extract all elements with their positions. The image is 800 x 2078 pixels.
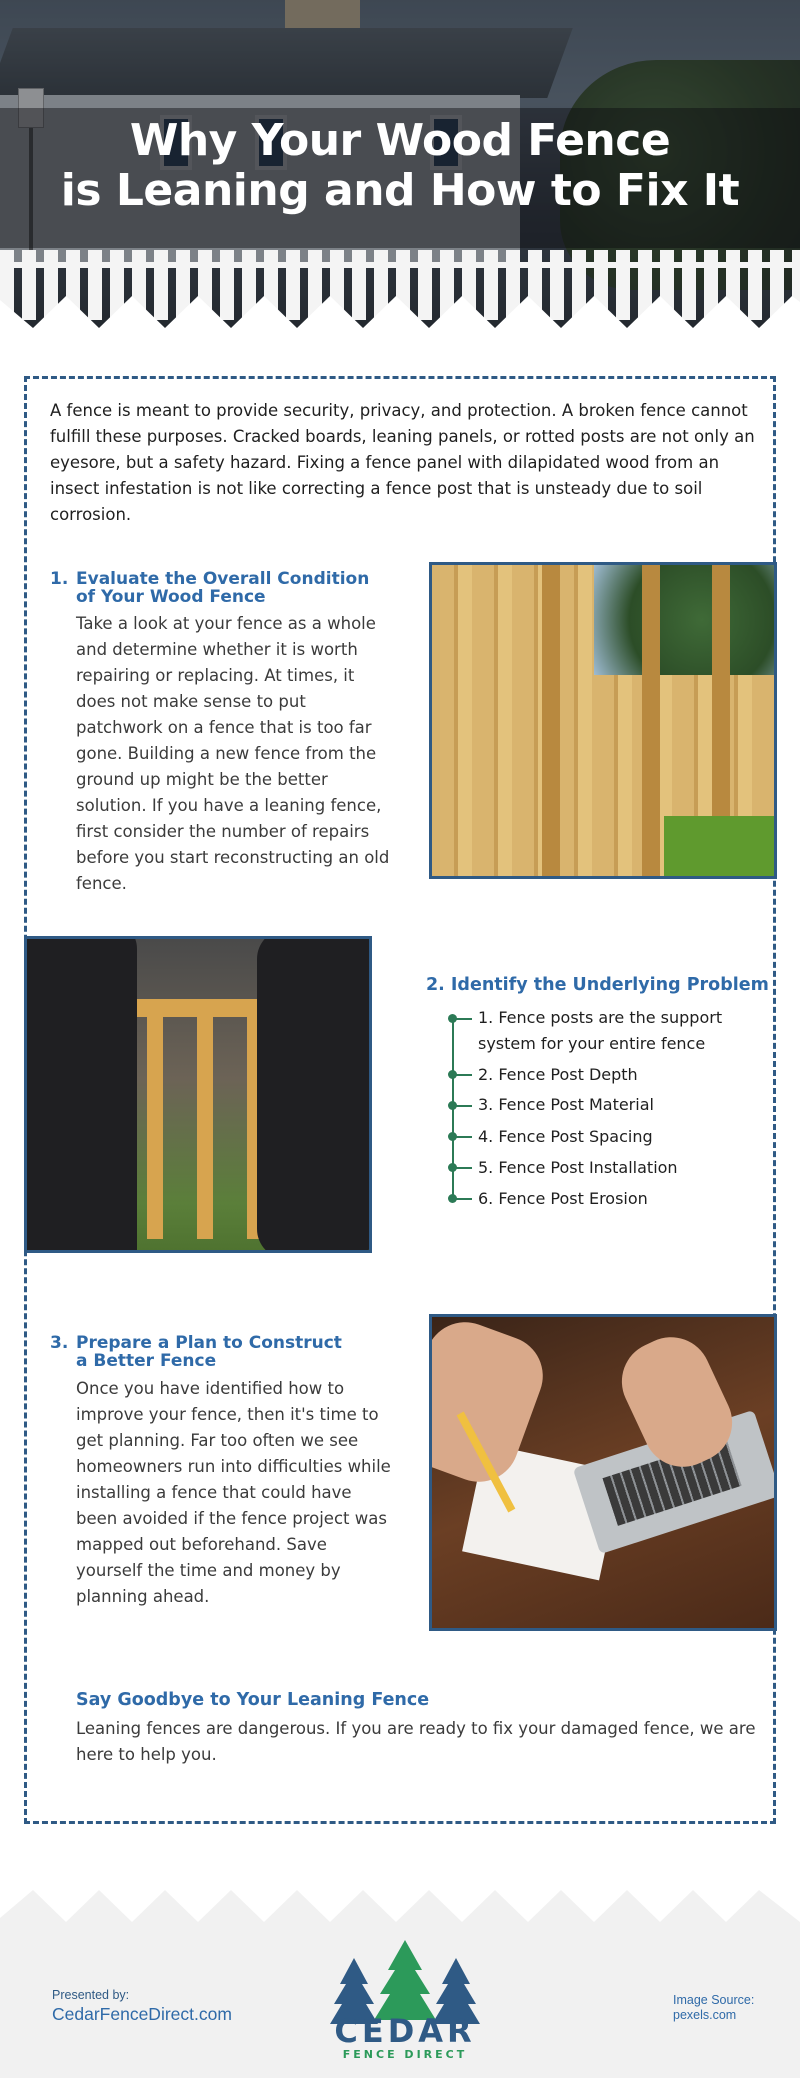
hero-banner: [0, 0, 800, 340]
fence-photo-trees: [594, 565, 774, 675]
step-1-number: 1.: [50, 569, 69, 589]
step-2-title-text: Identify the Underlying Problem: [450, 975, 769, 995]
timeline-item: 3. Fence Post Material: [478, 1095, 654, 1114]
step-3-body: Once you have identified how to improve your fence, then it's time to get planning. Far too often we see homeowners run into difficulties while installing a fence that could have been avoided if the fence project was mapped out beforehand. Save yourself the time and money by planning ahead.: [76, 1379, 391, 1606]
step-1-title-line2: of Your Wood Fence: [76, 587, 266, 607]
timeline-item: 2. Fence Post Depth: [478, 1065, 638, 1084]
planning-desk-photo: [429, 1314, 777, 1631]
logo-wordmark: CEDAR: [334, 2012, 476, 2050]
timeline-tick: [452, 1198, 472, 1200]
footer-zigzag-divider: [0, 1880, 800, 1930]
step-3-number: 3.: [50, 1333, 69, 1353]
step-2-title: [426, 975, 769, 995]
timeline-tick: [452, 1018, 472, 1020]
step-1-body: Take a look at your fence as a whole and determine whether it is worth repairing or replacing. At times, it does not make sense to put patchwork on a fence that is too far gone. Building a new fence from the ground up might be the better solution. If you have a leaning fence, first consider the number of repairs before you start reconstructing an old fence.: [76, 614, 390, 893]
photo-person: [24, 936, 137, 1253]
page-title: [0, 116, 800, 216]
fence-photo: [429, 562, 777, 879]
fence-photo-post: [642, 565, 660, 876]
step-1-title: [76, 570, 369, 606]
timeline-tick: [452, 1136, 472, 1138]
step-3-title: [76, 1334, 342, 1370]
closing-body: Leaning fences are dangerous. If you are ready to fix your damaged fence, we are here to help you.: [76, 1719, 756, 1764]
hero-zigzag-divider: [0, 292, 800, 340]
step-2-number: 2.: [426, 975, 445, 995]
hero-fence-rail: [0, 262, 800, 268]
photo-wood-post: [147, 1009, 163, 1239]
timeline-tick: [452, 1105, 472, 1107]
building-fence-photo: [24, 936, 372, 1253]
image-source-label: Image Source:: [673, 1993, 755, 2007]
timeline-tick: [452, 1167, 472, 1169]
website-link[interactable]: CedarFenceDirect.com: [52, 2004, 232, 2024]
timeline-item: 6. Fence Post Erosion: [478, 1189, 648, 1208]
presented-by-label: Presented by:: [52, 1988, 130, 2002]
page-title-line1: Why Your Wood Fence: [129, 115, 671, 166]
step-3-title-line1: Prepare a Plan to Construct: [76, 1333, 342, 1353]
fence-photo-grass: [664, 816, 774, 876]
photo-wood-post: [197, 1009, 213, 1239]
timeline-item: 1. Fence posts are the support system for your entire fence: [478, 1008, 723, 1053]
closing-title: Say Goodbye to Your Leaning Fence: [76, 1690, 430, 1710]
page-title-line2: is Leaning and How to Fix It: [60, 165, 740, 216]
timeline-tick: [452, 1074, 472, 1076]
step-1-title-line1: Evaluate the Overall Condition: [76, 569, 370, 589]
timeline-item: 4. Fence Post Spacing: [478, 1127, 653, 1146]
timeline-item: 5. Fence Post Installation: [478, 1158, 678, 1177]
intro-paragraph: A fence is meant to provide security, privacy, and protection. A broken fence cannot fulfill these purposes. Cracked boards, leaning panels, or rotted posts are not only an eyesore, but a safety hazard. Fixing a fence panel with dilapidated wood from an insect infestation is not like correcting a fence post that is unsteady due to soil corrosion.: [50, 401, 755, 524]
image-source-link[interactable]: pexels.com: [673, 2008, 737, 2022]
fence-photo-post: [542, 565, 560, 876]
logo-subtitle: FENCE DIRECT: [342, 2048, 468, 2061]
photo-person: [257, 936, 372, 1253]
step-3-title-line2: a Better Fence: [76, 1351, 217, 1371]
